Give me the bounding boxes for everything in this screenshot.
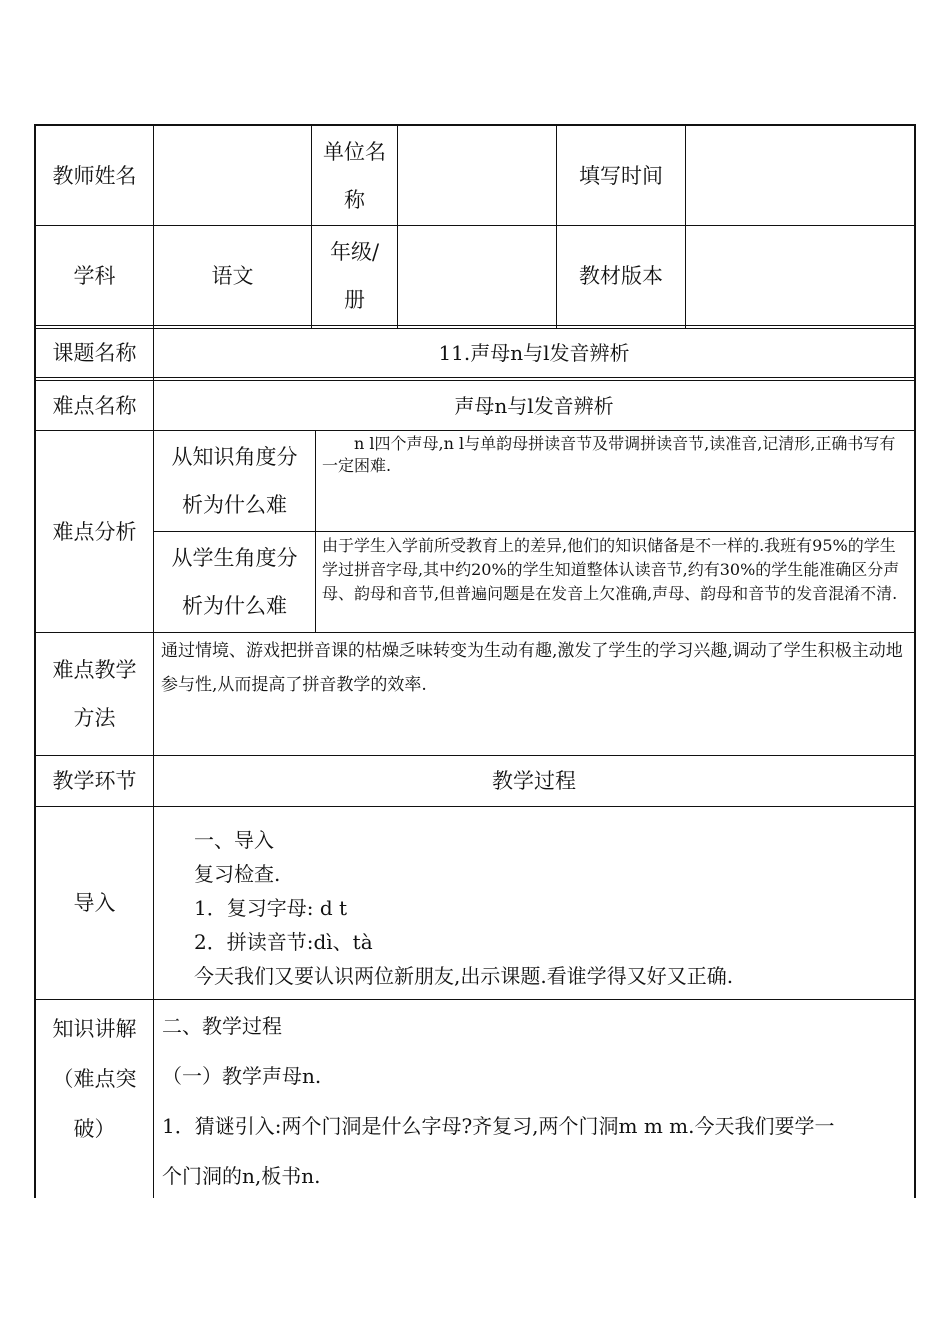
intro-label: 导入: [73, 891, 116, 915]
teacher-name-label: 教师姓名: [52, 163, 137, 188]
topic-value: 11.声母n与l发音辨析: [438, 341, 630, 365]
student-angle-label-line2: 析为什么难: [182, 594, 287, 618]
knowledge-label-line2: （难点突: [52, 1067, 137, 1091]
intro-line: 一、导入: [194, 828, 274, 852]
knowledge-angle-label-line2: 析为什么难: [182, 493, 287, 517]
knowledge-label-line1: 知识讲解: [52, 1017, 137, 1041]
subject-value: 语文: [211, 263, 254, 288]
unit-name-label-line1: 单位名: [323, 139, 386, 164]
teacher-name-value: [154, 126, 311, 225]
difficulty-value: 声母n与l发音辨析: [454, 393, 614, 418]
unit-name-value: [398, 126, 556, 225]
textbook-label: 教材版本: [579, 263, 663, 288]
knowledge-angle-label: [154, 431, 315, 531]
textbook-value: [686, 226, 914, 325]
process-stage-label: 教学环节: [52, 769, 137, 793]
row-divider: [34, 377, 916, 378]
intro-line: 1．复习字母: d t: [194, 896, 348, 920]
unit-name-label: [312, 126, 397, 225]
knowledge-angle-text: n l四个声母,n l与单韵母拼读音节及带调拼读音节,读准音,记清形,正确书写有一定困难.: [322, 434, 896, 475]
knowledge-label: [36, 1004, 153, 1154]
table-border-right: [914, 124, 916, 1198]
row-divider: [34, 325, 916, 326]
difficulty-label: 难点名称: [52, 393, 137, 418]
lesson-plan-table: [34, 124, 916, 1198]
knowledge-line: 二、教学过程: [162, 1014, 282, 1038]
unit-name-label-line2: 称: [344, 187, 365, 212]
method-label: [36, 633, 153, 755]
method-label-line1: 难点教学: [52, 658, 137, 682]
row-divider: [34, 999, 916, 1000]
method-text: 通过情境、游戏把拼音课的枯燥乏味转变为生动有趣,激发了学生的学习兴趣,调动了学生积极主动地参与性,从而提高了拼音教学的效率.: [161, 641, 903, 695]
row-divider: [34, 806, 916, 807]
grade-label-line1: 年级/: [329, 239, 380, 264]
knowledge-label-line3: 破）: [73, 1117, 116, 1141]
grade-label: [312, 226, 397, 325]
knowledge-line: （一）教学声母n.: [162, 1064, 322, 1088]
method-label-line2: 方法: [73, 706, 116, 730]
student-angle-text: 由于学生入学前所受教育上的差异,他们的知识储备是不一样的.我班有95%的学生学过拼音字母,其中约20%的学生知道整体认读音节,约有30%的学生能准确区分声母、韵母和音节,但普遍问题是在发音上欠准确,声母、韵母和音节的发音混淆不清.: [322, 536, 900, 603]
topic-label: 课题名称: [52, 341, 137, 365]
intro-line: 复习检查.: [194, 862, 281, 886]
student-angle-label: [154, 532, 315, 632]
student-angle-label-line1: 从学生角度分: [171, 546, 298, 570]
process-value: 教学过程: [492, 769, 576, 793]
row-divider: [34, 632, 916, 633]
knowledge-line: 1．猜谜引入:两个门洞是什么字母?齐复习,两个门洞m m m.今天我们要学一: [162, 1114, 835, 1138]
grade-value: [398, 226, 556, 325]
knowledge-line: 个门洞的n,板书n.: [162, 1164, 321, 1188]
fill-time-label: 填写时间: [579, 163, 663, 188]
grade-label-line2: 册: [344, 287, 365, 312]
col-divider: [315, 430, 316, 632]
knowledge-angle-label-line1: 从知识角度分: [171, 445, 298, 469]
analysis-label: 难点分析: [52, 519, 137, 544]
fill-time-value: [686, 126, 914, 225]
intro-line: 2．拼读音节:dì、tà: [194, 930, 373, 954]
subject-label: 学科: [73, 263, 116, 288]
intro-line: 今天我们又要认识两位新朋友,出示课题.看谁学得又好又正确.: [194, 964, 734, 988]
